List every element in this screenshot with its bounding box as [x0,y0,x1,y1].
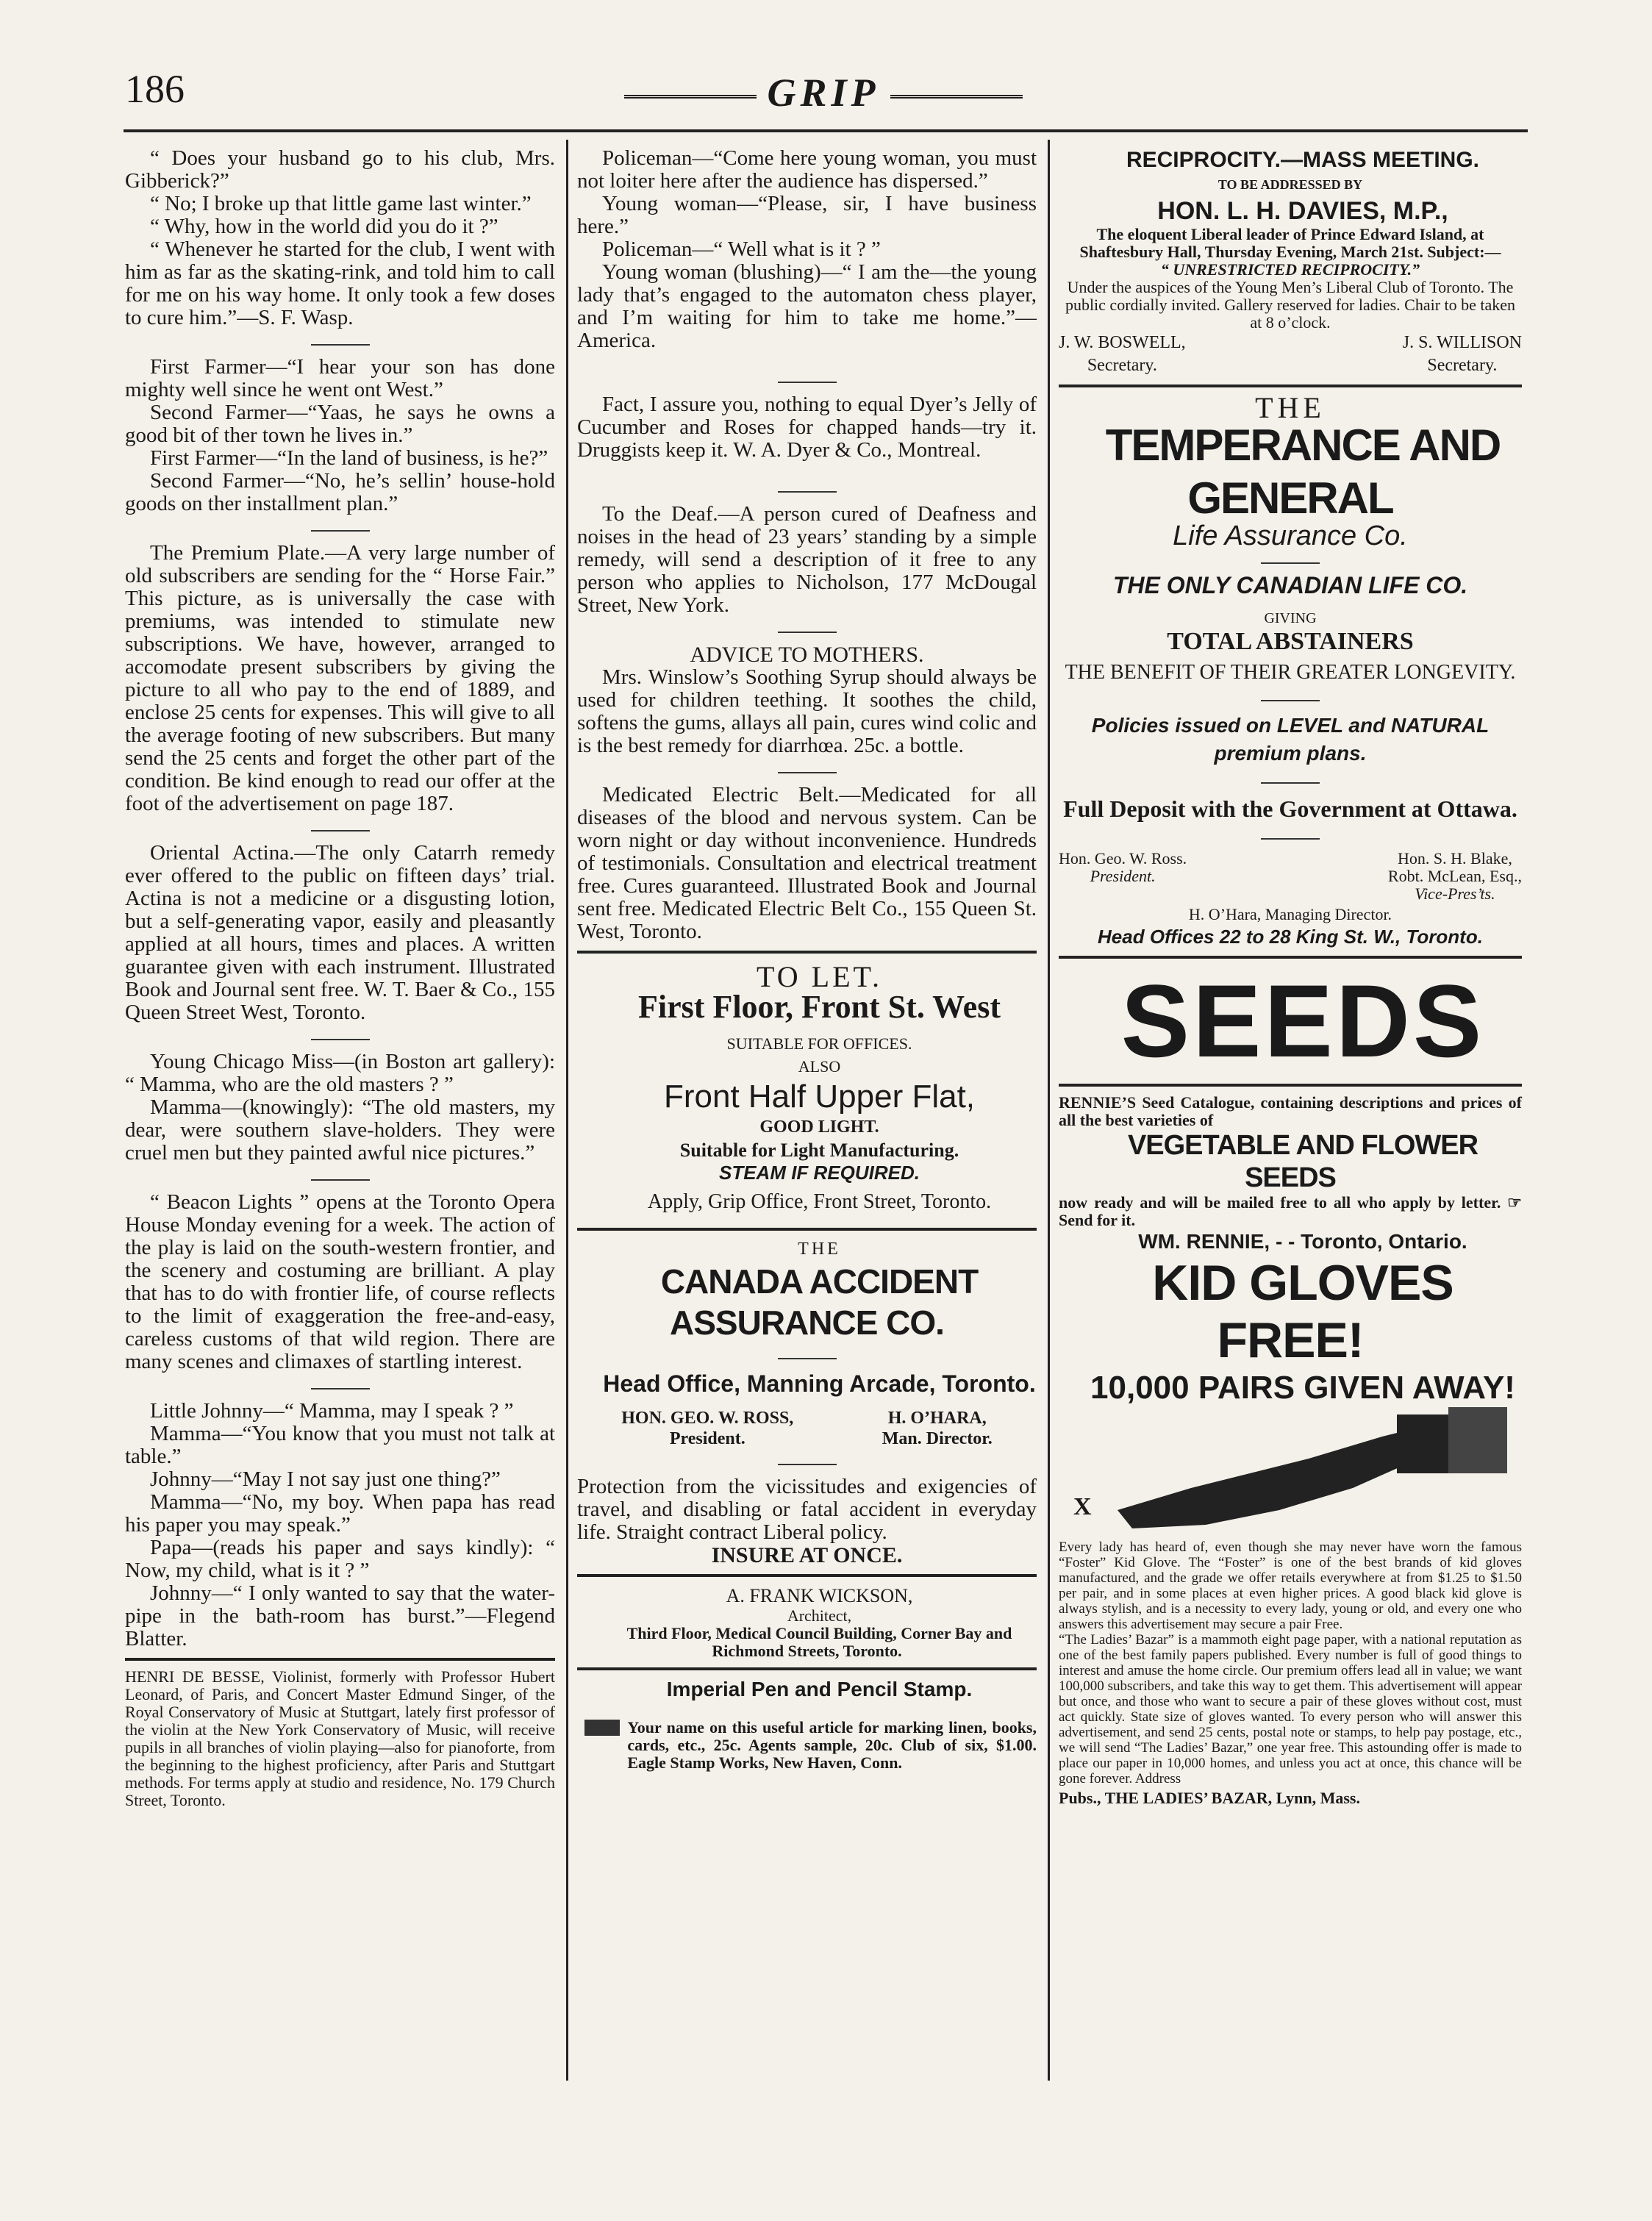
club-question: “ Does your husband go to his club, Mrs. Gibberick?” [125,146,555,193]
suitable-offices: SUITABLE FOR OFFICES. [726,1034,912,1053]
separator [778,382,837,383]
separator [311,530,370,532]
club-answer-3: “ Whenever he started for the club, I went with him as far as the skating-rink, and told him to call for me on his way home. It only took a few doses to cure him.”—S. F. Wasp. [125,237,555,329]
police-line-3: Policeman—“ Well what is it ? ” [602,237,881,261]
rule [577,1228,1037,1231]
stamp-text: Your name on this useful article for marking linen, books, cards, etc., 25c. Agents sample, 20c. Club of six, $1.00. Eagle Stamp Works, New Haven, Conn. [627,1718,1037,1772]
johnny-line-6: Johnny—“ I only wanted to say that the water-pipe in the bath-room has burst.”—Flegend Blatter. [125,1581,555,1650]
separator [778,772,837,773]
wickson-address: Third Floor, Medical Council Building, Corner Bay and Richmond Streets, Toronto. [626,1624,1012,1660]
separator [311,344,370,346]
canada-accident: CANADA ACCIDENT ASSURANCE CO. [660,1262,979,1342]
belt-ad: Medicated Electric Belt.—Medicated for all diseases of the blood and nervous system. Can be worn night or day without inconvenience. Hundreds of testimonials. Consultation and electrical treatment free. Cures guaranteed. Illustrated Book and Journal sent free. Medicated Electric Belt Co., 155 Queen St. West, Toronto. [577,783,1037,943]
protection-text: Protection from the vicissitudes and exigencies of travel, and disabling or fatal accident in everyday life. Straight contract Liberal policy. [577,1475,1037,1544]
steam-required: STEAM IF REQUIRED. [718,1162,920,1184]
giving: GIVING [1264,610,1317,626]
full-deposit: Full Deposit with the Government at Ottawa. [1063,795,1517,822]
police-line-1: Policeman—“Come here young woman, you must not loiter here after the audience has dispersed.” [577,146,1037,193]
police-line-2: Young woman—“Please, sir, I have business here.” [577,192,1037,238]
johnny-line-2: Mamma—“You know that you must not talk at table.” [125,1422,555,1468]
premium-plate: The Premium Plate.—A very large number of old subscribers are sending for the “ Horse Fair.” This picture, as is universally the case with premiums, was intended to stimulate new subscriptions. We have, however, arranged to accomodate present subscribers by giving the picture to all who pay to the end of 1889, and enclose 25 cents for expenses. This will give to all the average footing of new subscribers. But many send the 25 cents and forget the other part of the condition. Be kind enough to read our offer at the foot of the advertisement on page 187. [125,541,555,815]
vegetable-seeds: VEGETABLE AND FLOWER SEEDS [1127,1130,1478,1193]
auspices: Under the auspices of the Young Men’s Liberal Club of Toronto. The public cordially invited. Gallery reserved for ladies. Chair to be taken at 8 o’clock. [1065,278,1516,332]
secretary-1: Secretary. [1087,356,1157,375]
ross-name: Hon. Geo. W. Ross. [1059,849,1187,868]
farmer-line-3: First Farmer—“In the land of business, is he?” [150,446,548,470]
vice-presidents: Vice-Pres’ts. [1415,884,1495,903]
rule [1059,385,1522,387]
separator [1261,700,1320,701]
separator [778,1358,837,1359]
head-office: Head Office, Manning Arcade, Toronto. [603,1370,1036,1397]
separator [778,632,837,633]
masthead-title: GRIP [767,71,880,115]
farmer-line-2: Second Farmer—“Yaas, he says he owns a good bit of ther town he lives in.” [125,401,555,447]
mailed-free: now ready and will be mailed free to all who apply by letter. ☞ Send for it. [1059,1193,1522,1229]
kid-gloves-title: KID GLOVES FREE! [1152,1255,1453,1368]
secretary-2: Secretary. [1427,356,1498,375]
separator [1261,838,1320,840]
rule [1059,1084,1522,1087]
boswell-name: J. W. BOSWELL, [1059,333,1186,352]
wickson-name: A. FRANK WICKSON, [726,1585,913,1606]
blake-name: Hon. S. H. Blake, [1398,849,1512,868]
apply-grip: Apply, Grip Office, Front Street, Toronto. [647,1190,992,1213]
also-label: ALSO [798,1057,841,1076]
chicago-line-2: Mamma—(knowingly): “The old masters, my dear, were southern slave-holders. They were cruel men but they painted awful nice pictures.” [125,1095,555,1165]
stamp-title: Imperial Pen and Pencil Stamp. [666,1678,973,1700]
addressed-by: TO BE ADDRESSED BY [1217,177,1363,192]
separator [311,1179,370,1181]
to-let-title: TO LET. [757,960,882,993]
ohara-name: H. O’HARA, [887,1409,987,1428]
davies-name: HON. L. H. DAVIES, M.P., [1157,197,1448,225]
unrestricted: “ UNRESTRICTED RECIPROCITY.” [1160,260,1420,279]
officers [577,1408,1037,1449]
column-3 [1059,147,1522,1809]
column-2 [577,147,1037,1786]
dyer-ad: Fact, I assure you, nothing to equal Dyer’s Jelly of Cucumber and Roses for chapped hands—try it. Druggists keep it. W. A. Dyer & Co., Montreal. [577,393,1037,462]
oriental-actina: Oriental Actina.—The only Catarrh remedy ever offered to the public on fifteen days’ trial. Actina is not a medicine or a disgusting lotion, but a self-generating vapor, easily and pleasantly applied at all hours, times and places. A written guarantee given with each instrument. Illustrated Book and Journal sent free. W. T. Baer & Co., 155 Queen Street West, Toronto. [125,841,555,1024]
mclean-name: Robt. McLean, Esq., [1387,867,1522,885]
advice-text: Mrs. Winslow’s Soothing Syrup should always be used for children teething. It soothes the child, softens the gums, allays all pain, cures wind colic and is the best remedy for diarrhœa. 25c. a bottle. [577,665,1037,757]
column-divider-1 [566,140,568,2081]
rule [577,951,1037,954]
page-number: 186 [125,67,185,111]
besse-ad: HENRI DE BESSE, Violinist, formerly with Professor Hubert Leonard, of Paris, and Concert Master Edmund Singer, of the Royal Conservatory of Music at Stuttgart, lately first professor of the violin at the New York Conservatory of Music, will receive pupils in all branches of violin playing—also for pianoforte, from the beginning to the highest proficiency, after Paris and Stuttgart methods. For terms apply at studio and residence, No. 179 Church Street, Toronto. [125,1667,555,1809]
farmer-line-4: Second Farmer—“No, he’s sellin’ house-hold goods on ther installment plan.” [125,469,555,515]
pairs-given: 10,000 PAIRS GIVEN AWAY! [1090,1370,1515,1406]
stamp-ad [577,1705,1037,1786]
seeds-title: SEEDS [1120,963,1485,1079]
light-manufacturing: Suitable for Light Manufacturing. [679,1140,959,1161]
ohara-managing: H. O’Hara, Managing Director. [1188,905,1392,923]
temperance-title: TEMPERANCE AND GENERAL [1105,421,1501,523]
rule [577,1667,1037,1670]
separator [311,830,370,831]
club-answer-2: “ Why, how in the world did you do it ?” [150,215,498,238]
pen-stamp-icon [577,1705,620,1786]
separator [778,1464,837,1465]
only-canadian: THE ONLY CANADIAN LIFE CO. [1112,572,1468,598]
police-line-4: Young woman (blushing)—“ I am the—the young lady that’s engaged to the automaton chess player, and I’m waiting for him to take me home.”—America. [577,260,1037,352]
separator [1261,782,1320,784]
rule [1059,956,1522,959]
deaf-ad: To the Deaf.—A person cured of Deafness and noises in the head of 23 years’ standing by a simple remedy, will send a description of it free to any person who applies to Nicholson, 177 McDougal Street, New York. [577,502,1037,617]
life-assurance: Life Assurance Co. [1173,521,1408,551]
ohara-title: Man. Director. [882,1429,993,1448]
the-label: THE [798,1240,841,1259]
policies: Policies issued on LEVEL and NATURAL premium plans. [1091,714,1490,765]
wickson-architect: Architect, [787,1606,852,1625]
secretaries [1059,332,1522,377]
total-abstainers: TOTAL ABSTAINERS [1167,628,1414,655]
farmer-line-1: First Farmer—“I hear your son has done mighty well since he went ont West.” [125,355,555,401]
separator [311,1039,370,1040]
rennie-name: WM. RENNIE, - - Toronto, Ontario. [1138,1230,1467,1253]
johnny-line-4: Mamma—“No, my boy. When papa has read his paper you may speak.” [125,1490,555,1537]
ross-title: President. [669,1429,745,1448]
chicago-line-1: Young Chicago Miss—(in Boston art gallery): “ Mamma, who are the old masters ? ” [125,1050,555,1096]
bazar-text: “The Ladies’ Bazar” is a mammoth eight page paper, with a national reputation as one of the best family papers published. Every number is full of good things to interest and amuse the home circle. Our premium offers lead all in value; we want 100,000 subscribers, and take this way to get them. This advertisement will appear but once, and those who want to secure a pair of these gloves without cost, must act quickly. State size of gloves wanted. To every person who will answer this advertisement, and send 25 cents, postal note or stamps, to help pay postage, etc., we will send “The Ladies’ Bazar,” one year free. This astounding offer is made to place our paper in 10,000 homes, and unless you act at once, this chance will be gone forever. Address [1059,1632,1522,1787]
ross-title: President. [1090,867,1156,885]
rule [125,1658,555,1661]
glove-hand-icon [1103,1407,1515,1532]
temperance-officers [1059,850,1522,903]
separator [311,1388,370,1390]
rennie-text: RENNIE’S Seed Catalogue, containing descriptions and prices of all the best varieties of [1059,1093,1522,1129]
johnny-line-5: Papa—(reads his paper and says kindly): “ Now, my child, what is it ? ” [125,1536,555,1582]
reciprocity-body: The eloquent Liberal leader of Prince Edward Island, at Shaftesbury Hall, Thursday Evening, March 21st. Subject:— [1079,225,1501,261]
beacon-lights: “ Beacon Lights ” opens at the Toronto Opera House Monday evening for a week. The action of the play is laid on the south-western frontier, and the scenery and costuming are brilliant. A play that has to do with frontier life, of course reflects to the limit of exaggeration the free-and-easy, careless customs of that wild region. There are many scenes and climaxes of startling interest. [125,1190,555,1373]
benefit-longevity: THE BENEFIT OF THEIR GREATER LONGEVITY. [1065,661,1516,684]
willison-name: J. S. WILLISON [1402,333,1522,352]
separator [778,491,837,493]
good-light: GOOD LIGHT. [759,1117,879,1137]
separator [1261,562,1320,564]
johnny-line-3: Johnny—“May I not say just one thing?” [150,1467,501,1491]
glove-image [1059,1407,1522,1539]
johnny-line-1: Little Johnny—“ Mamma, may I speak ? ” [150,1399,514,1423]
head-offices: Head Offices 22 to 28 King St. W., Toronto. [1098,926,1483,948]
gloves-text: Every lady has heard of, even though she may never have worn the famous “Foster” Kid Glove. The “Foster” is one of the best brands of kid gloves manufactured, and the grade we offer retails everywhere at from $1.25 to $1.50 per pair, and in some places at even higher prices. A good black kid glove is always stylish, and is a necessity to every lady, young or old, and every one who answers this advertisement may secure a pair Free. [1059,1539,1522,1632]
club-answer-1: “ No; I broke up that little game last winter.” [150,192,532,215]
bazar-address: Pubs., THE LADIES’ BAZAR, Lynn, Mass. [1059,1789,1360,1807]
reciprocity-title: RECIPROCITY.—MASS MEETING. [1126,148,1480,172]
header-rule [124,129,1528,132]
insure-now: INSURE AT ONCE. [711,1543,903,1567]
rule [577,1574,1037,1577]
column-divider-2 [1048,140,1050,2081]
glove-marker: X [1073,1493,1092,1520]
first-floor: First Floor, Front St. West [638,989,1001,1025]
ross-name: HON. GEO. W. ROSS, [621,1409,794,1428]
advice-title: ADVICE TO MOTHERS. [690,643,924,667]
temperance-the: THE [1255,391,1326,424]
front-half: Front Half Upper Flat, [663,1079,976,1115]
column-1 [125,147,555,1809]
masthead [559,70,1088,114]
